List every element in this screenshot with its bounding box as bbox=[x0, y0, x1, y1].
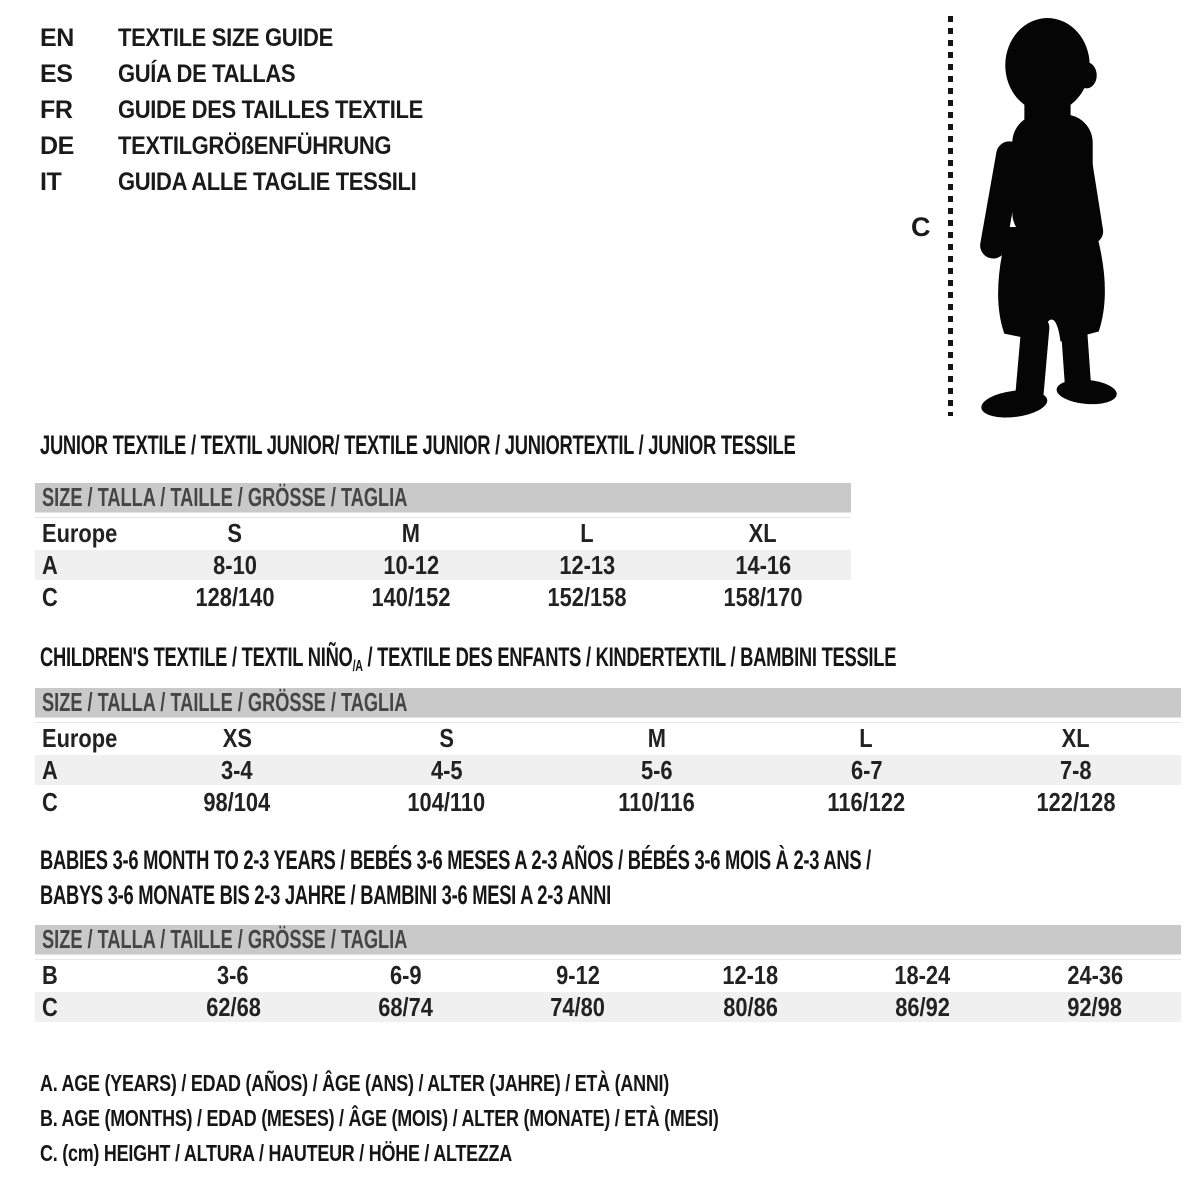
months-value: 12-18 bbox=[722, 960, 779, 990]
row-label: C bbox=[42, 787, 58, 817]
language-row-de bbox=[40, 132, 465, 168]
size-value: L bbox=[859, 723, 873, 753]
age-value: 12-13 bbox=[559, 550, 615, 580]
children-title-part2: / TEXTILE DES ENFANTS / KINDERTEXTIL / BAMBINI TESSILE bbox=[362, 642, 897, 672]
guide-title-fr: GUIDE DES TAILLES TEXTILE bbox=[118, 96, 423, 124]
size-value: S bbox=[439, 723, 454, 753]
months-value: 18-24 bbox=[894, 960, 951, 990]
height-value: 74/80 bbox=[550, 992, 606, 1022]
language-row-fr bbox=[40, 96, 465, 132]
language-code: IT bbox=[40, 168, 62, 196]
size-value: M bbox=[647, 723, 666, 753]
size-header-text: SIZE / TALLA / TAILLE / GRÖSSE / TAGLIA bbox=[42, 687, 408, 717]
size-value: M bbox=[401, 518, 421, 548]
height-value: 92/98 bbox=[1067, 992, 1123, 1022]
age-value: 4-5 bbox=[430, 755, 463, 785]
children-height-row bbox=[35, 787, 1181, 817]
age-value: 10-12 bbox=[383, 550, 439, 580]
children-age-row bbox=[35, 755, 1181, 785]
language-code: FR bbox=[40, 96, 73, 124]
size-header-text: SIZE / TALLA / TAILLE / GRÖSSE / TAGLIA bbox=[42, 924, 408, 954]
row-label: C bbox=[42, 992, 58, 1022]
children-region-row bbox=[35, 722, 1181, 753]
size-value: XL bbox=[749, 518, 777, 548]
height-value: 110/116 bbox=[618, 787, 695, 817]
row-label: A bbox=[42, 550, 58, 580]
junior-section-title: JUNIOR TEXTILE / TEXTIL JUNIOR/ TEXTILE JUNIOR / JUNIORTEXTIL / JUNIOR TESSILE bbox=[40, 430, 796, 460]
height-value: 152/158 bbox=[547, 582, 627, 612]
height-value: 116/122 bbox=[827, 787, 906, 817]
measurement-legend bbox=[40, 1066, 910, 1171]
region-label: Europe bbox=[42, 518, 118, 548]
language-code: DE bbox=[40, 132, 74, 160]
height-value: 80/86 bbox=[722, 992, 778, 1022]
children-title-subscript: /A bbox=[352, 658, 363, 675]
row-label: B bbox=[42, 960, 58, 990]
months-value: 24-36 bbox=[1066, 960, 1123, 990]
height-value: 104/110 bbox=[407, 787, 486, 817]
height-value: 140/152 bbox=[371, 582, 451, 612]
age-value: 5-6 bbox=[640, 755, 673, 785]
guide-title-it: GUIDA ALLE TAGLIE TESSILI bbox=[118, 168, 417, 196]
language-code: ES bbox=[40, 60, 73, 88]
age-value: 14-16 bbox=[735, 550, 791, 580]
size-value: XL bbox=[1062, 723, 1091, 753]
guide-title-es: GUÍA DE TALLAS bbox=[118, 60, 296, 88]
babies-size-header-bar bbox=[35, 925, 1181, 955]
junior-age-row bbox=[35, 550, 851, 580]
language-row-es bbox=[40, 60, 465, 96]
babies-size-table bbox=[35, 925, 1181, 1022]
size-value: L bbox=[580, 518, 594, 548]
age-value: 7-8 bbox=[1060, 755, 1092, 785]
months-value: 6-9 bbox=[389, 960, 422, 990]
age-value: 6-7 bbox=[850, 755, 883, 785]
height-measure-label: C bbox=[911, 212, 931, 242]
children-section-title bbox=[40, 643, 896, 676]
months-value: 3-6 bbox=[217, 960, 249, 990]
row-label: C bbox=[42, 582, 58, 612]
junior-size-table bbox=[35, 483, 851, 612]
height-measure-dashed-line bbox=[948, 16, 953, 416]
region-label: Europe bbox=[42, 723, 118, 753]
size-header-text: SIZE / TALLA / TAILLE / GRÖSSE / TAGLIA bbox=[42, 482, 408, 512]
children-title-part1: CHILDREN'S TEXTILE / TEXTIL NIÑO bbox=[40, 642, 353, 672]
size-value: XS bbox=[222, 723, 252, 753]
row-label: A bbox=[42, 755, 58, 785]
months-value: 9-12 bbox=[555, 960, 600, 990]
legend-age-months: B. AGE (MONTHS) / EDAD (MESES) / ÂGE (MOIS) / ALTER (MONATE) / ETÀ (MESI) bbox=[40, 1105, 719, 1131]
children-size-table bbox=[35, 688, 1181, 817]
children-size-header-bar bbox=[35, 688, 1181, 718]
language-row-en bbox=[40, 24, 465, 60]
guide-title-de: TEXTILGRÖßENFÜHRUNG bbox=[118, 132, 392, 160]
language-title-list bbox=[40, 24, 465, 204]
height-value: 86/92 bbox=[895, 992, 950, 1022]
height-value: 98/104 bbox=[203, 787, 271, 817]
junior-height-row bbox=[35, 582, 851, 612]
junior-region-row bbox=[35, 517, 851, 548]
height-value: 62/68 bbox=[205, 992, 261, 1022]
height-value: 158/170 bbox=[723, 582, 803, 612]
age-value: 3-4 bbox=[221, 755, 253, 785]
legend-height-cm: C. (cm) HEIGHT / ALTURA / HAUTEUR / HÖHE / ALTEZZA bbox=[40, 1140, 512, 1166]
legend-age-years: A. AGE (YEARS) / EDAD (AÑOS) / ÂGE (ANS) / ALTER (JAHRE) / ETÀ (ANNI) bbox=[40, 1070, 670, 1096]
babies-months-row bbox=[35, 959, 1181, 990]
baby-silhouette-icon bbox=[960, 10, 1145, 422]
babies-section-title-line1: BABIES 3-6 MONTH TO 2-3 YEARS / BEBÉS 3-6 MESES A 2-3 AÑOS / BÉBÉS 3-6 MOIS À 2-3 ANS / bbox=[40, 845, 871, 875]
language-code: EN bbox=[40, 24, 74, 52]
junior-size-header-bar bbox=[35, 483, 851, 513]
language-row-it bbox=[40, 168, 465, 204]
height-value: 68/74 bbox=[378, 992, 433, 1022]
babies-height-row bbox=[35, 992, 1181, 1022]
babies-section-title-line2: BABYS 3-6 MONATE BIS 2-3 JAHRE / BAMBINI 3-6 MESI A 2-3 ANNI bbox=[40, 880, 611, 910]
height-value: 122/128 bbox=[1036, 787, 1116, 817]
size-value: S bbox=[227, 518, 243, 548]
guide-title-en: TEXTILE SIZE GUIDE bbox=[118, 24, 333, 52]
height-value: 128/140 bbox=[195, 582, 275, 612]
age-value: 8-10 bbox=[213, 550, 257, 580]
